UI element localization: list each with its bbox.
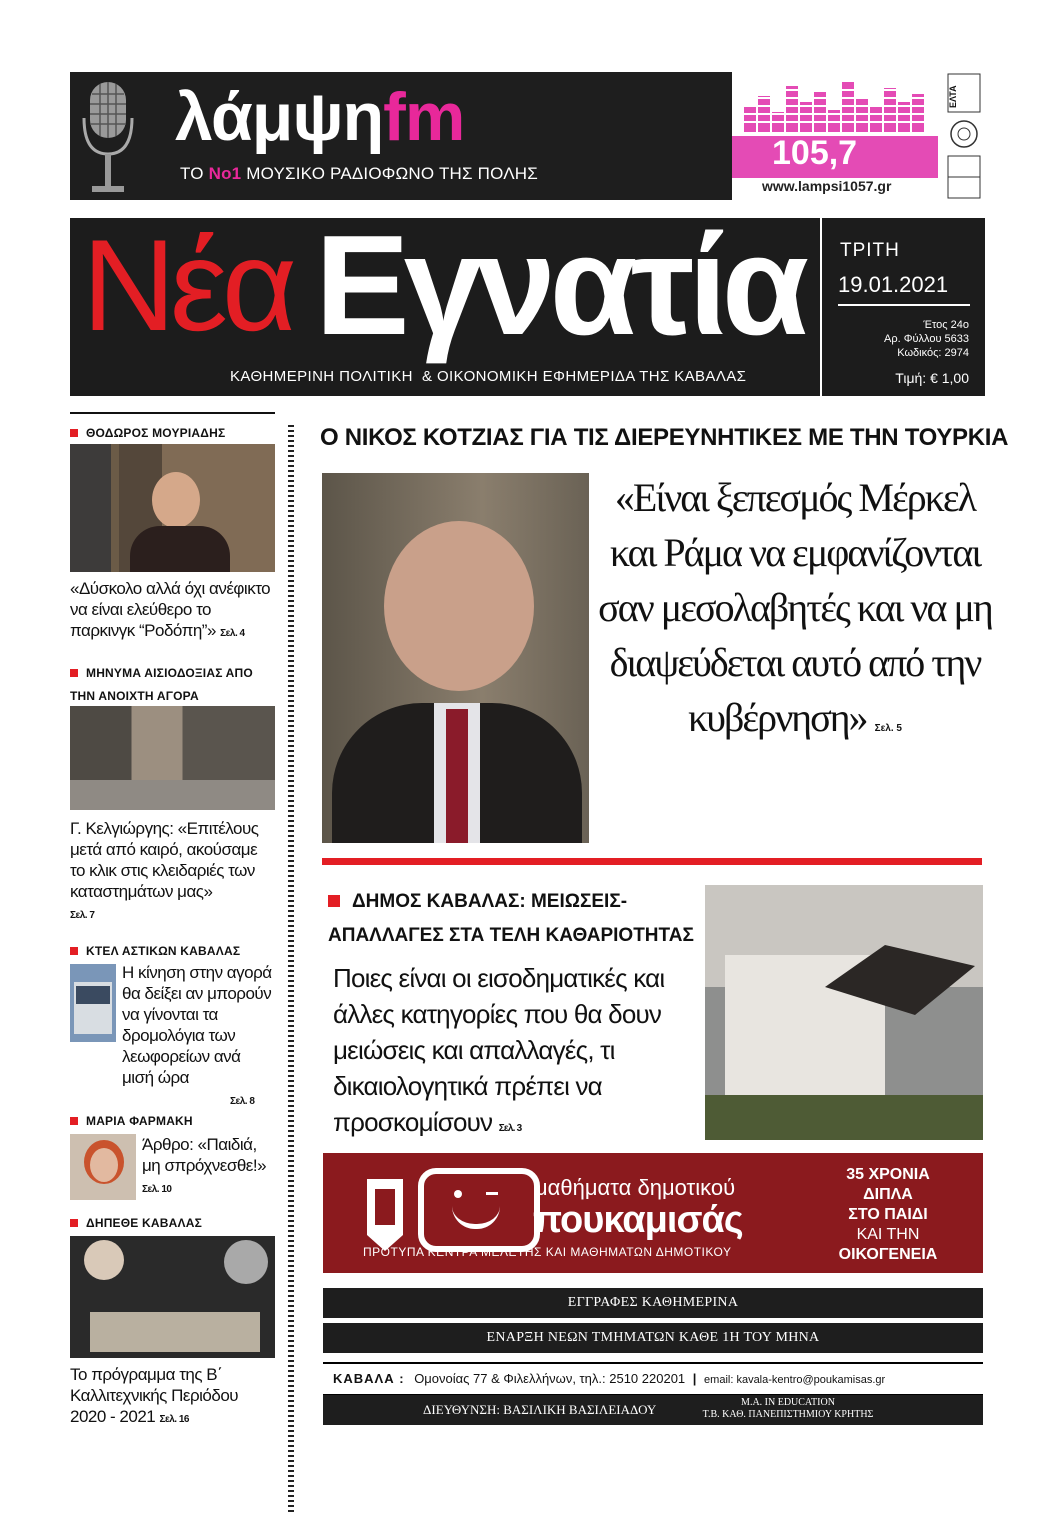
photo-theatre (70, 1236, 275, 1358)
ad-address: ΚΑΒΑΛΑ : Ομονοίας 77 & Φιλελλήνων, τηλ.: 2510 220201 | email: kavala-kentro@poukamisas.gr (323, 1362, 983, 1396)
issue-price: Τιμή: € 1,00 (895, 370, 969, 386)
ad-slogan (803, 1165, 973, 1265)
radio-tagline: ΤΟ No1 ΜΟΥΣΙΚΟ ΡΑΔΙΟΦΩΝΟ ΤΗΣ ΠΟΛΗΣ (180, 164, 538, 183)
section-title-farmaki: ΜΑΡΙΑ ΦΑΡΜΑΚΗ (70, 1114, 275, 1128)
page-ref: Σελ. 3 (498, 1123, 522, 1134)
ad-qual-2: Τ.Β. ΚΑΘ. ΠΑΝΕΠΙΣΤΗΜΙΟΥ ΚΡΗΤΗΣ (702, 1409, 874, 1420)
ad-email[interactable]: email: kavala-kentro@poukamisas.gr (704, 1374, 886, 1386)
radio-brand: λάμψηfm (175, 79, 465, 155)
ad-director-quals (688, 1397, 888, 1421)
ad-slogan-4: ΚΑΙ ΤΗΝ (856, 1226, 920, 1243)
issue-year: Έτος 24ο (923, 319, 969, 331)
issue-info (884, 318, 969, 360)
ad-slogan-5: ΟΙΚΟΓΕΝΕΙΑ (838, 1246, 938, 1263)
ad-line-1: μαθήματα δημοτικού (535, 1175, 736, 1200)
photo-mouriadis (70, 444, 275, 572)
equalizer-icon (742, 76, 932, 132)
ad-bar-new-classes: ΕΝΑΡΞΗ ΝΕΩΝ ΤΜΗΜΑΤΩΝ ΚΑΘΕ 1Η ΤΟΥ ΜΗΝΑ (323, 1323, 983, 1353)
photo-kotzias (322, 473, 589, 843)
ad-address-text: Ομονοίας 77 & Φιλελλήνων, τηλ.: 2510 220201 (414, 1371, 686, 1386)
ad-qual-1: M.A. IN EDUCATION (741, 1397, 835, 1408)
photo-market (70, 706, 275, 810)
second-text[interactable]: Ποιες είναι οι εισοδηματικές και άλλες κατηγορίες που θα δουν μειώσεις και απαλλαγές, τι δικαιολογητικά πρέπει να προσκομίσουν Σελ. 3 (333, 963, 665, 1137)
ad-director (323, 1395, 983, 1425)
ad-slogan-2: ΔΙΠΛΑ (863, 1186, 913, 1203)
article-mouriadis[interactable]: «Δύσκολο αλλά όχι ανέφικτο να είναι ελεύθερο το παρκινγκ “Ροδόπη”» Σελ. 4 (70, 579, 271, 640)
masthead-subtitle: ΚΑΘΗΜΕΡΙΝΗ ΠΟΛΙΤΙΚΗ & ΟΙΚΟΝΟΜΙΚΗ ΕΦΗΜΕΡΙΔΑ ΤΗΣ ΚΑΒΑΛΑΣ (230, 368, 747, 385)
article-optimism[interactable]: Γ. Κελγιώργης: «Επιτέλους μετά από καιρό, ακούσαμε το κλικ στις κλειδαριές των καταστημάτων μας» Σελ. 7 (70, 819, 259, 921)
photo-kavala-building (705, 885, 983, 1140)
lead-quote[interactable]: «Είναι ξεπεσμός Μέρκελ και Ράμα να εμφανίζονται σαν μεσολαβητές και να μη διαψεύδεται αυτό από την κυβέρνηση» Σελ. 5 (598, 475, 992, 740)
microphone-icon (78, 78, 138, 194)
section-title-optimism: ΜΗΝΥΜΑ ΑΙΣΙΟΔΟΞΙΑΣ ΑΠΟ ΤΗΝ ΑΝΟΙΧΤΗ ΑΓΟΡΑ (70, 662, 275, 708)
masthead-issue-panel (820, 218, 985, 396)
article-dipethe[interactable]: Το πρόγραμμα της Β΄ Καλλιτεχνικής Περιόδου 2020 - 2021 Σελ. 16 (70, 1365, 239, 1426)
advertisement-poukamisas[interactable] (323, 1153, 983, 1273)
page-ref: Σελ. 7 (70, 910, 95, 921)
radio-banner (70, 72, 938, 200)
masthead-title-white: Εγνατία (315, 206, 804, 365)
issue-day: ΤΡΙΤΗ (840, 240, 900, 261)
ad-line-3: ΠΡΟΤΥΠΑ ΚΕΝΤΡΑ ΜΕΛΕΤΗΣ ΚΑΙ ΜΑΘΗΜΑΤΩΝ ΔΗΜΟΤΙΚΟΥ (363, 1245, 732, 1259)
page-ref: Σελ. 5 (874, 723, 902, 734)
ad-slogan-3: ΣΤΟ ΠΑΙΔΙ (848, 1206, 928, 1223)
smiley-tv-icon (418, 1168, 540, 1252)
column-divider (288, 425, 294, 1515)
page-ref: Σελ. 4 (220, 628, 245, 639)
section-title-mouriadis: ΘΟΔΩΡΟΣ ΜΟΥΡΙΑΔΗΣ (70, 426, 275, 440)
second-title: ΔΗΜΟΣ ΚΑΒΑΛΑΣ: ΜΕΙΩΣΕΙΣ- ΑΠΑΛΛΑΓΕΣ ΣΤΑ ΤΕΛΗ ΚΑΘΑΡΙΟΤΗΤΑΣ (328, 885, 698, 953)
photo-farmaki (70, 1134, 136, 1200)
radio-frequency-panel (732, 72, 938, 200)
ad-brand: πουκαμισάς (533, 1199, 743, 1241)
ad-slogan-1: 35 ΧΡΟΝΙΑ (846, 1166, 930, 1183)
article-farmaki[interactable]: Άρθρο: «Παιδιά, μη σπρόχνεσθε!» Σελ. 10 (142, 1135, 267, 1195)
ad-director-name: ΔΙΕΥΘΥΝΣΗ: ΒΑΣΙΛΙΚΗ ΒΑΣΙΛΕΙΑΔΟΥ (423, 1402, 657, 1417)
elta-label: ΕΛΤΑ (948, 85, 958, 108)
page-ref: Σελ. 10 (142, 1184, 172, 1195)
lead-kicker: Ο ΝΙΚΟΣ ΚΟΤΖΙΑΣ ΓΙΑ ΤΙΣ ΔΙΕΡΕΥΝΗΤΙΚΕΣ ΜΕ ΤΗΝ ΤΟΥΡΚΙΑ (320, 424, 1009, 451)
left-top-rule (70, 412, 275, 414)
issue-code: Κωδικός: 2974 (897, 347, 969, 359)
section-red-rule (322, 858, 982, 865)
section-title-dipethe: ΔΗΠΕΘΕ ΚΑΒΑΛΑΣ (70, 1216, 275, 1230)
issue-date: 19.01.2021 (838, 272, 949, 297)
masthead (70, 206, 983, 396)
date-rule (838, 304, 970, 306)
section-title-ktel: ΚΤΕΛ ΑΣΤΙΚΩΝ ΚΑΒΑΛΑΣ (70, 944, 275, 958)
masthead-title-red: Νέα (82, 212, 291, 358)
page-ref: Σελ. 8 (230, 1096, 255, 1107)
article-ktel[interactable]: Η κίνηση στην αγορά θα δείξει αν μπορούν να γίνονται τα δρομολόγια των λεωφορείων ανά μισή ώρα Σελ. 8 (122, 963, 272, 1107)
ad-bar-registrations: ΕΓΓΡΑΦΕΣ ΚΑΘΗΜΕΡΙΝΑ (323, 1288, 983, 1318)
radio-frequency: 105,7 (772, 134, 858, 172)
pencil-logo-icon (359, 1171, 409, 1253)
issue-number: Αρ. Φύλλου 5633 (884, 333, 969, 345)
radio-url[interactable]: www.lampsi1057.gr (762, 178, 892, 194)
page-ref: Σελ. 16 (159, 1414, 189, 1425)
ad-city: ΚΑΒΑΛΑ : (333, 1371, 405, 1386)
